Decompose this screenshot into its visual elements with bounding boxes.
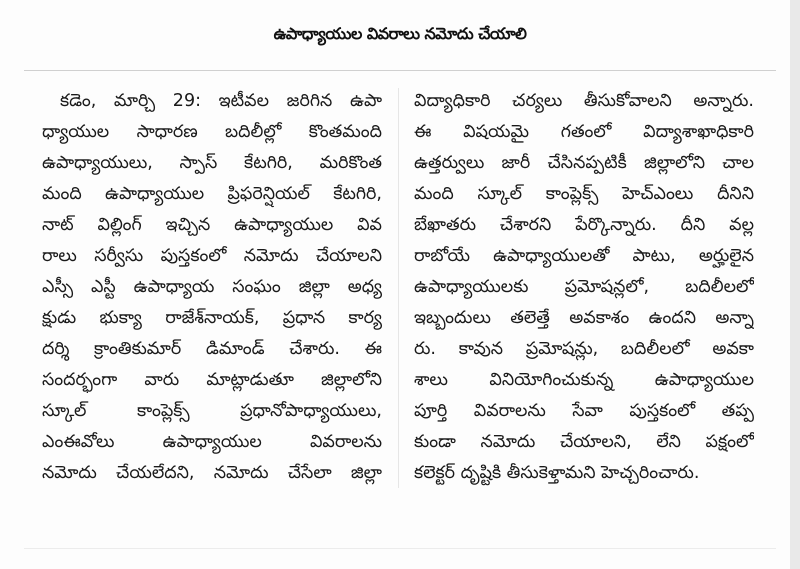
text-line: ఉత్తర్వులు జారీ చేసినప్పటికీ జిల్లాలోని చాల: [414, 153, 754, 173]
text-line: దర్శి క్రాంతికుమార్ డిమాండ్ చేశారు. ఈ: [42, 339, 382, 359]
page-bottom-edge: [24, 548, 776, 549]
text-line: ఇబ్బందులు తలెత్తే అవకాశం ఉందని అన్నా: [414, 308, 754, 328]
text-line: సందర్భంగా వారు మాట్లాడుతూ జిల్లాలోని: [42, 370, 382, 390]
text-line: బేఖాతరు చేశారని పేర్కొన్నారు. దీని వల్ల: [414, 215, 754, 235]
text-line: కుండా నమోదు చేయాలని, లేని పక్షంలో: [414, 432, 754, 452]
column-divider: [398, 88, 399, 488]
article-column-right: [414, 86, 754, 489]
text-line: కడెం, మార్చి 29: ఇటీవల జరిగిన ఉపా: [60, 91, 382, 111]
text-line: ఉపాధ్యాయులకు ప్రమోషన్లలో, బదిలీలలో: [414, 277, 754, 297]
text-line: నమోదు చేయలేదని, నమోదు చేసేలా జిల్లా: [42, 463, 382, 483]
scan-edge-shadow: [790, 0, 800, 569]
text-line: రు. కావున ప్రమోషన్లు, బదిలీలలో అవకా: [414, 339, 754, 359]
text-line: నాట్ విల్లింగ్ ఇచ్చిన ఉపాధ్యాయుల వివ: [42, 215, 382, 235]
text-line: ఎంఈవోలు ఉపాధ్యాయుల వివరాలను: [42, 432, 382, 452]
article-column-left: [42, 86, 382, 489]
headline: ఉపాధ్యాయుల వివరాలు నమోదు చేయాలి: [273, 24, 527, 43]
text-line: విద్యాధికారి చర్యలు తీసుకోవాలని అన్నారు.: [414, 91, 754, 111]
text-line: ధ్యాయుల సాధారణ బదిలీల్లో కొంతమంది: [42, 122, 382, 142]
text-line: మంది స్కూల్ కాంప్లెక్స్ హెచ్ఎంలు దీనిని: [414, 184, 754, 204]
text-line: ఈ విషయమై గతంలో విద్యాశాఖాధికారి: [414, 122, 754, 142]
text-line: క్షుడు భుక్యా రాజేశ్‌నాయక్, ప్రధాన కార్య: [42, 308, 382, 328]
text-line: కలెక్టర్ దృష్టికి తీసుకెళ్తామని హెచ్చరించారు.: [414, 463, 700, 483]
text-line: రాబోయే ఉపాధ్యాయులతో పాటు, అర్హులైన: [414, 246, 754, 266]
text-line: స్కూల్ కాంప్లెక్స్ ప్రధానోపాధ్యాయులు,: [42, 401, 382, 421]
text-line: ఎస్సీ ఎస్టీ ఉపాధ్యాయ సంఘం జిల్లా అధ్య: [42, 277, 382, 297]
text-line: శాలు వినియోగించుకున్న ఉపాధ్యాయుల: [414, 370, 754, 390]
text-line: పూర్తి వివరాలను సేవా పుస్తకంలో తప్ప: [414, 401, 754, 421]
headline-rule: [24, 70, 776, 71]
text-line: ఉపాధ్యాయులు, స్పాస్ కేటగిరి, మరికొంత: [42, 153, 382, 173]
text-line: మంది ఉపాధ్యాయుల ప్రిఫరెన్షియల్ కేటగిరి,: [42, 184, 382, 204]
text-line: రాలు సర్వీసు పుస్తకంలో నమోదు చేయాలని: [42, 246, 382, 266]
